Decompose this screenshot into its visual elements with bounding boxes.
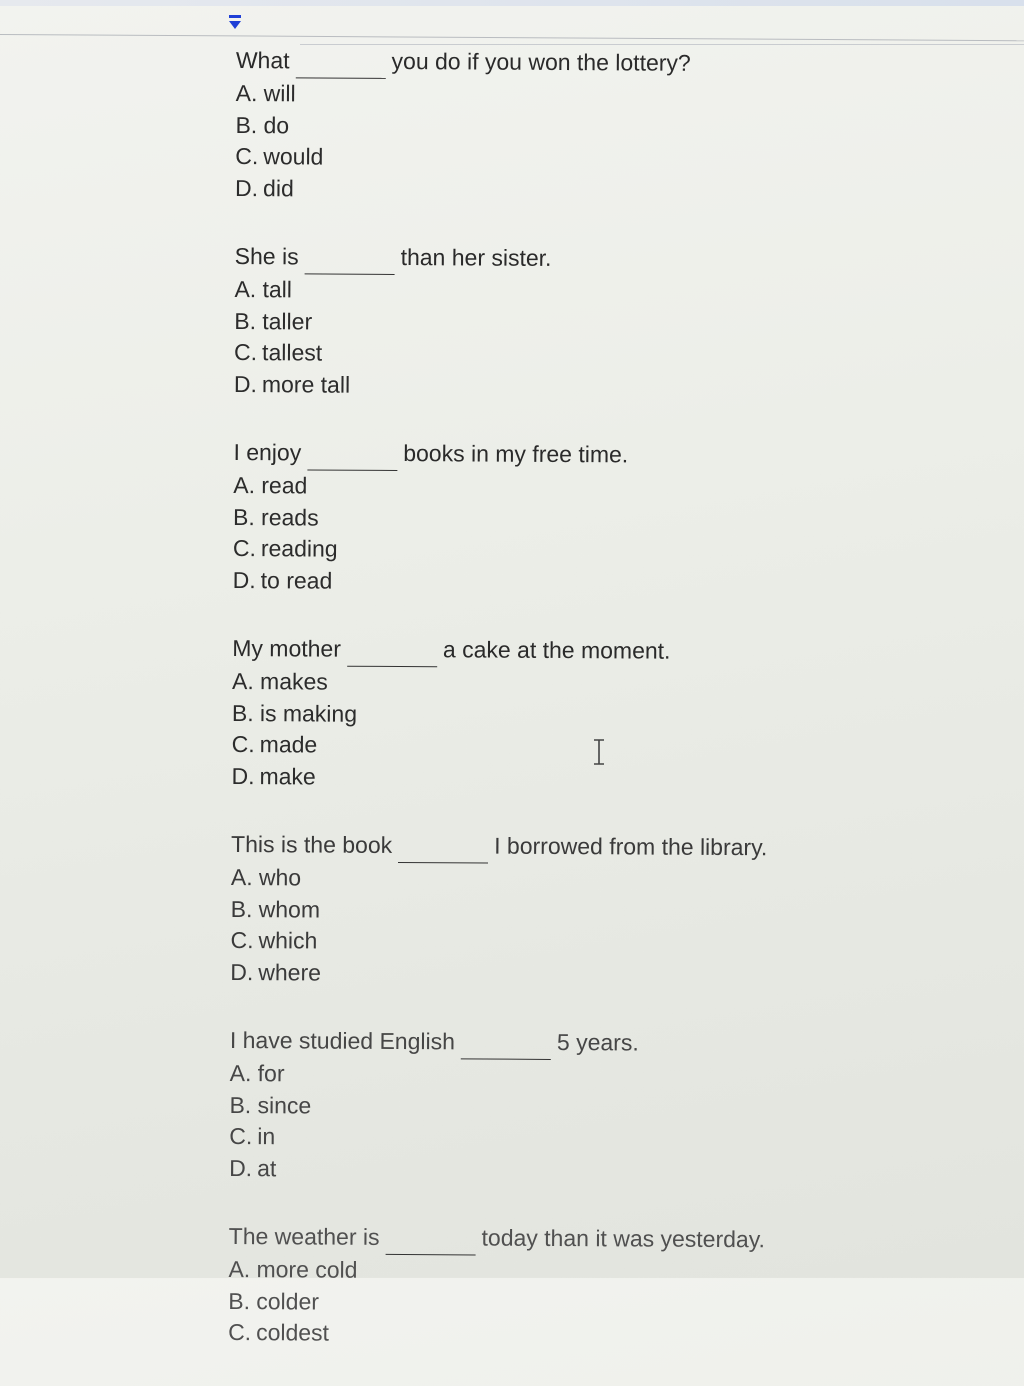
- option-d[interactable]: [233, 564, 853, 599]
- option-text: tallest: [262, 339, 323, 366]
- option-c[interactable]: [229, 1121, 849, 1156]
- option-text: more cold: [256, 1256, 358, 1283]
- option-letter: B.: [229, 1091, 252, 1118]
- option-text: make: [259, 762, 316, 790]
- stem-before: The weather is: [228, 1222, 380, 1250]
- option-text: tall: [262, 276, 292, 303]
- option-letter: C.: [231, 730, 255, 758]
- option-b[interactable]: [233, 501, 853, 536]
- question-stem: [231, 826, 851, 866]
- option-a[interactable]: [234, 274, 854, 309]
- option-b[interactable]: [234, 305, 854, 340]
- option-letter: B.: [230, 895, 253, 922]
- option-letter: C.: [235, 142, 259, 170]
- option-text: coldest: [256, 1319, 330, 1346]
- option-letter: A.: [228, 1255, 251, 1283]
- stem-after: I borrowed from the library.: [494, 832, 768, 861]
- question-7: [228, 1218, 849, 1352]
- option-letter: A.: [235, 79, 258, 107]
- option-text: who: [258, 864, 302, 891]
- question-stem: [233, 434, 853, 474]
- option-c[interactable]: [230, 925, 850, 960]
- answer-blank: [461, 1038, 551, 1060]
- option-letter: C.: [228, 1318, 252, 1346]
- option-text: to read: [260, 566, 333, 594]
- option-text: for: [257, 1060, 285, 1087]
- option-text: in: [257, 1123, 276, 1150]
- option-letter: D.: [229, 1154, 253, 1181]
- option-a[interactable]: [228, 1254, 848, 1289]
- option-text: is making: [259, 699, 358, 727]
- option-d[interactable]: [234, 368, 854, 403]
- text-cursor-icon: [590, 738, 608, 766]
- option-letter: C.: [232, 534, 256, 562]
- answer-blank: [385, 1234, 475, 1256]
- option-a[interactable]: [232, 666, 852, 701]
- option-text: more tall: [261, 370, 351, 398]
- stem-after: you do if you won the lottery?: [391, 47, 691, 76]
- option-letter: D.: [232, 566, 256, 593]
- stem-after: a cake at the moment.: [442, 636, 671, 664]
- option-d[interactable]: [230, 956, 850, 991]
- option-c[interactable]: [234, 337, 854, 372]
- stem-before: I have studied English: [229, 1026, 456, 1055]
- question-stem: [235, 238, 855, 278]
- quiz-content: [228, 42, 856, 1386]
- stem-before: This is the book: [231, 830, 393, 858]
- option-text: which: [258, 927, 318, 954]
- answer-blank: [295, 57, 385, 79]
- question-2: [234, 238, 855, 404]
- option-text: would: [263, 143, 324, 170]
- option-c[interactable]: [232, 729, 852, 764]
- option-letter: A.: [234, 275, 257, 303]
- option-letter: B.: [228, 1287, 251, 1314]
- answer-blank: [305, 253, 395, 275]
- answer-blank: [347, 646, 437, 668]
- option-text: did: [263, 174, 294, 201]
- option-letter: D.: [230, 958, 254, 985]
- option-letter: B.: [233, 503, 255, 530]
- option-b[interactable]: [229, 1089, 849, 1124]
- answer-blank: [398, 842, 488, 864]
- option-letter: A.: [232, 667, 254, 695]
- option-text: makes: [260, 668, 328, 695]
- option-text: do: [263, 111, 290, 138]
- down-arrow-marker-icon: [227, 14, 243, 32]
- answer-blank: [307, 449, 397, 471]
- stem-after: than her sister.: [400, 244, 552, 271]
- option-b[interactable]: [232, 697, 852, 732]
- option-text: made: [259, 731, 318, 758]
- question-stem: [230, 1022, 850, 1062]
- question-4: [231, 630, 852, 796]
- stem-before: I enjoy: [233, 438, 302, 466]
- option-a[interactable]: [233, 470, 853, 505]
- option-text: read: [261, 472, 308, 499]
- question-1: [235, 42, 856, 208]
- option-c[interactable]: [233, 533, 853, 568]
- option-text: taller: [262, 307, 313, 334]
- option-a[interactable]: [236, 78, 856, 113]
- option-d[interactable]: [235, 172, 855, 207]
- option-letter: A.: [229, 1059, 252, 1087]
- option-letter: B.: [231, 699, 254, 726]
- toolbar-divider: [0, 34, 1024, 41]
- stem-before: My mother: [232, 634, 342, 662]
- option-letter: B.: [234, 307, 257, 334]
- stem-before: What: [235, 46, 290, 74]
- stem-after: books in my free time.: [403, 440, 629, 468]
- question-stem: [232, 630, 852, 670]
- option-a[interactable]: [230, 1058, 850, 1093]
- option-d[interactable]: [229, 1152, 849, 1187]
- option-text: at: [257, 1154, 277, 1181]
- option-d[interactable]: [231, 760, 851, 795]
- option-text: since: [257, 1091, 312, 1118]
- question-3: [233, 434, 854, 600]
- option-a[interactable]: [231, 862, 851, 897]
- option-b[interactable]: [235, 109, 855, 144]
- option-letter: C.: [234, 338, 258, 366]
- option-letter: C.: [229, 1122, 253, 1150]
- option-text: will: [263, 80, 296, 107]
- question-stem: [236, 42, 856, 82]
- question-stem: [229, 1218, 849, 1258]
- question-5: [230, 826, 851, 992]
- option-letter: D.: [235, 174, 259, 201]
- stem-before: She is: [234, 242, 299, 270]
- option-letter: A.: [230, 863, 253, 891]
- stem-after: today than it was yesterday.: [481, 1224, 766, 1253]
- option-b[interactable]: [231, 893, 851, 928]
- option-letter: D.: [233, 370, 257, 397]
- option-letter: D.: [231, 762, 255, 789]
- option-text: reading: [260, 535, 338, 562]
- option-c[interactable]: [228, 1317, 848, 1352]
- option-text: colder: [256, 1287, 320, 1315]
- option-b[interactable]: [228, 1285, 848, 1320]
- option-text: reads: [261, 503, 319, 531]
- option-text: whom: [258, 895, 321, 923]
- option-letter: B.: [235, 111, 258, 138]
- stem-after: 5 years.: [556, 1028, 639, 1056]
- option-text: where: [258, 958, 322, 986]
- option-letter: C.: [230, 926, 254, 954]
- top-band: [0, 0, 1024, 6]
- option-c[interactable]: [235, 141, 855, 176]
- option-letter: A.: [233, 471, 256, 499]
- question-6: [229, 1022, 850, 1188]
